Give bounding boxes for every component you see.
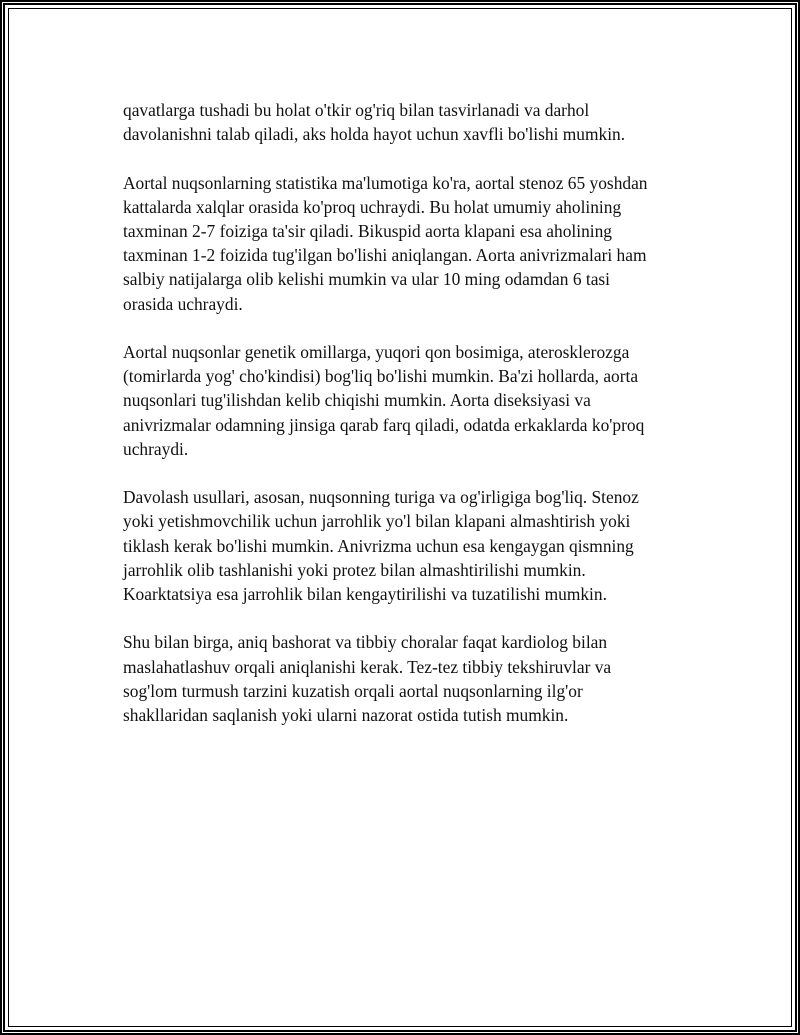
text-line: yoki yetishmovchilik uchun jarrohlik yo'l bilan klapani almashtirish yoki bbox=[123, 511, 631, 532]
text-line: kattalarda xalqlar orasida ko'proq uchraydi. Bu holat umumiy aholining bbox=[123, 196, 622, 217]
text-line: nuqsonlari tug'ilishdan kelib chiqishi mumkin. Aorta diseksiyasi va bbox=[123, 390, 591, 411]
text-line: jarrohlik olib tashlanishi yoki protez bilan almashtirilishi mumkin. bbox=[123, 559, 586, 580]
paragraph-3 bbox=[123, 340, 693, 461]
paragraph-1 bbox=[123, 98, 693, 146]
text-line: qavatlarga tushadi bu holat o'tkir og'riq bilan tasvirlanadi va darhol bbox=[123, 100, 590, 120]
text-line: Shu bilan birga, aniq bashorat va tibbiy choralar faqat kardiolog bilan bbox=[123, 632, 608, 653]
text-line: taxminan 2-7 foiziga ta'sir qiladi. Bikuspid aorta klapani esa aholining bbox=[123, 221, 612, 241]
document-body bbox=[123, 98, 693, 751]
text-line: maslahatlashuv orqali aniqlanishi kerak. Tez-tez tibbiy tekshiruvlar va bbox=[123, 656, 612, 677]
text-line: Aortal nuqsonlar genetik omillarga, yuqori qon bosimiga, aterosklerozga bbox=[123, 342, 630, 362]
text-line: Aortal nuqsonlarning statistika ma'lumotiga ko'ra, aortal stenoz 65 yoshdan bbox=[123, 172, 648, 193]
text-line: sog'lom turmush tarzini kuzatish orqali aortal nuqsonlarning ilg'or bbox=[123, 680, 583, 701]
text-line: (tomirlarda yog' cho'kindisi) bog'liq bo'lishi mumkin. Ba'zi hollarda, aorta bbox=[123, 366, 639, 387]
text-line: salbiy natijalarga olib kelishi mumkin va ular 10 ming odamdan 6 tasi bbox=[123, 269, 611, 290]
paragraph-5 bbox=[123, 630, 693, 727]
text-line: Davolash usullari, asosan, nuqsonning turiga va og'irligiga bog'liq. Stenoz bbox=[123, 487, 639, 508]
text-line: davolanishni talab qiladi, aks holda hayot uchun xavfli bo'lishi mumkin. bbox=[123, 124, 626, 145]
paragraph-2 bbox=[123, 171, 693, 316]
text-line: taxminan 1-2 foizida tug'ilgan bo'lishi aniqlangan. Aorta anivrizmalari ham bbox=[123, 245, 647, 266]
text-line: Koarktatsiya esa jarrohlik bilan kengaytirilishi va tuzatilishi mumkin. bbox=[123, 584, 607, 605]
text-line: uchraydi. bbox=[123, 438, 189, 459]
paragraph-4 bbox=[123, 485, 693, 606]
text-line: anivrizmalar odamning jinsiga qarab farq qiladi, odatda erkaklarda ko'proq bbox=[123, 414, 645, 435]
text-line: orasida uchraydi. bbox=[123, 293, 243, 314]
text-line: shakllaridan saqlanish yoki ularni nazorat ostida tutish mumkin. bbox=[123, 705, 569, 726]
text-line: tiklash kerak bo'lishi mumkin. Anivrizma uchun esa kengaygan qismning bbox=[123, 535, 634, 556]
